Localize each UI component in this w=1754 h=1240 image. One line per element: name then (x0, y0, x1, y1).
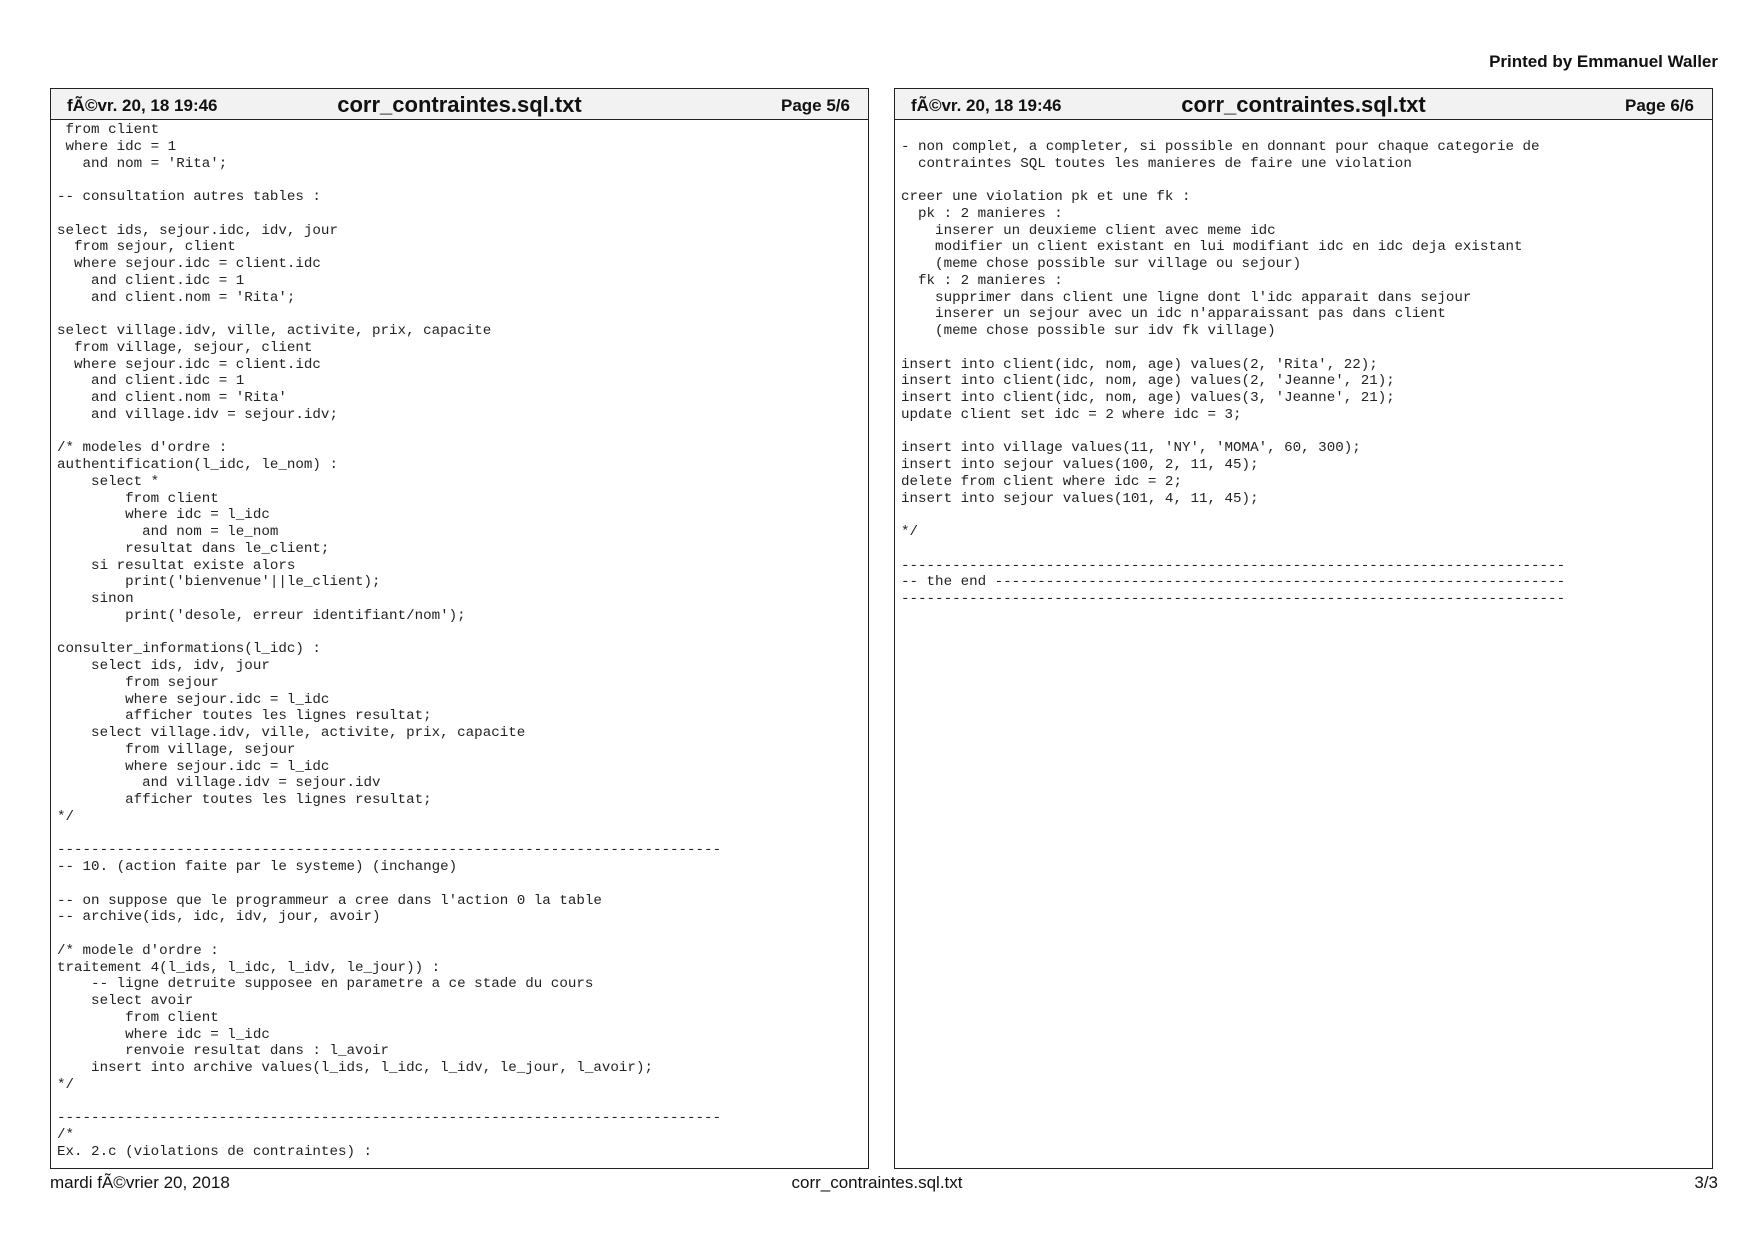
right-page-header (895, 89, 1712, 120)
right-page-title: corr_contraintes.sql.txt (1181, 92, 1426, 117)
left-page-title: corr_contraintes.sql.txt (337, 92, 582, 117)
right-page-code: - non complet, a completer, si possible en donnant pour chaque categorie de contraintes SQL toutes les manieres de faire une violation creer une violation pk et une fk : pk : 2 manieres : inserer un deuxieme client avec meme idc modifier un client existant en lui modifiant idc en idc deja existant (meme chose possible sur village ou sejour) fk : 2 manieres : supprimer dans client une ligne dont l'idc apparait dans sejour inserer un sejour avec un idc n'apparaissant pas dans client (meme chose possible sur idv fk village) insert into client(idc, nom, age) values(2, 'Rita', 22); insert into client(idc, nom, age) values(2, 'Jeanne', 21); insert into client(idc, nom, age) values(3, 'Jeanne', 21); update client set idc = 2 where idc = 3; insert into village values(11, 'NY', 'MOMA', 60, 300); insert into sejour values(100, 2, 11, 45); delete from client where idc = 2; insert into sejour values(101, 4, 11, 45); */ ------------------------------------------------------------------------------ -- the end ------------------------------------------------------------------- ------------------------------------------------------------------------------ (901, 138, 1566, 607)
right-page-number: Page 6/6 (1625, 96, 1694, 115)
left-page-header (51, 89, 868, 120)
footer-filename: corr_contraintes.sql.txt (791, 1173, 963, 1192)
right-page-date: fÃ©vr. 20, 18 19:46 (911, 96, 1062, 115)
left-page-code: from client where idc = 1 and nom = 'Rita'; -- consultation autres tables : select ids, sejour.idc, idv, jour from sejour, client where sejour.idc = client.idc and client.idc = 1 and client.nom = 'Rita'; select village.idv, ville, activite, prix, capacite from village, sejour, client where sejour.idc = client.idc and client.idc = 1 and client.nom = 'Rita' and village.idv = sejour.idv; /* modeles d'ordre : authentification(l_idc, le_nom) : select * from client where idc = l_idc and nom = le_nom resultat dans le_client; si resultat existe alors print('bienvenue'||le_client); sinon print('desole, erreur identifiant/nom'); consulter_informations(l_idc) : select ids, idv, jour from sejour where sejour.idc = l_idc afficher toutes les lignes resultat; select village.idv, ville, activite, prix, capacite from village, sejour where sejour.idc = l_idc and village.idv = sejour.idv afficher toutes les lignes resultat; */ ------------------------------------------------------------------------------ -- 10. (action faite par le systeme) (inchange) -- on suppose que le programmeur a cree dans l'action 0 la table -- archive(ids, idc, idv, jour, avoir) /* modele d'ordre : traitement 4(l_ids, l_idc, l_idv, le_jour)) : -- ligne detruite supposee en parametre a ce stade du cours select avoir from client where idc = l_idc renvoie resultat dans : l_avoir insert into archive values(l_ids, l_idc, l_idv, le_jour, l_avoir); */ ------------------------------------------------------------------------------ /* Ex. 2.c (violations de contraintes) : (57, 122, 722, 1160)
footer-date: mardi fÃ©vrier 20, 2018 (50, 1173, 230, 1192)
left-page-date: fÃ©vr. 20, 18 19:46 (67, 96, 218, 115)
left-page-number: Page 5/6 (781, 96, 850, 115)
left-page-panel (50, 88, 869, 1169)
footer-sheet-number: 3/3 (1694, 1173, 1718, 1192)
right-page-panel (894, 88, 1713, 1169)
printed-by-label: Printed by Emmanuel Waller (1489, 52, 1718, 71)
